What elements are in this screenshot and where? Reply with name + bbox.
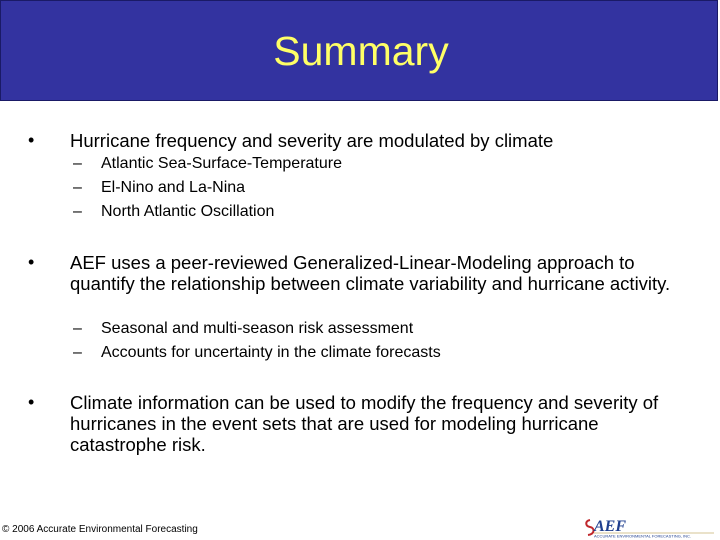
sub-text: Seasonal and multi-season risk assessment — [101, 320, 414, 337]
bullet-dot: • — [28, 130, 35, 150]
sub-dash: – — [73, 320, 82, 337]
aef-logo — [584, 516, 716, 538]
sub-bullet-1-2 — [73, 179, 673, 197]
sub-bullet-2-2 — [73, 344, 673, 362]
bullet-dot: • — [28, 252, 35, 272]
sub-text: North Atlantic Oscillation — [101, 203, 275, 220]
bullet-text: Climate information can be used to modify the frequency and severity of hurricanes in the event sets that are used for modeling hurricane catastrophe risk. — [70, 392, 659, 455]
logo-tagline: ACCURATE ENVIRONMENTAL FORECASTING, INC. — [594, 533, 692, 538]
sub-text: El-Nino and La-Nina — [101, 179, 246, 196]
sub-dash: – — [73, 344, 82, 361]
bullet-dot: • — [28, 392, 35, 412]
bullet-1 — [28, 130, 680, 151]
footer-copyright: © 2006 Accurate Environmental Forecasting — [2, 524, 198, 535]
sub-bullet-1-1 — [73, 155, 673, 173]
sub-text: Atlantic Sea-Surface-Temperature — [101, 155, 342, 172]
sub-bullet-2-1 — [73, 320, 673, 338]
bullet-text: Hurricane frequency and severity are modulated by climate — [70, 130, 554, 151]
logo-wordmark: AEF — [594, 518, 627, 535]
bullet-text: AEF uses a peer-reviewed Generalized-Linear-Modeling approach to quantify the relationship between climate variability and hurricane activity. — [70, 252, 671, 294]
sub-text: Accounts for uncertainty in the climate forecasts — [101, 344, 441, 361]
slide-title: Summary — [273, 28, 449, 74]
sub-bullet-1-3 — [73, 203, 673, 221]
logo-swoosh — [586, 520, 593, 535]
title-bar — [0, 0, 718, 101]
sub-dash: – — [73, 155, 82, 172]
bullet-2 — [28, 252, 680, 294]
sub-dash: – — [73, 179, 82, 196]
sub-dash: – — [73, 203, 82, 220]
bullet-3 — [28, 392, 680, 455]
